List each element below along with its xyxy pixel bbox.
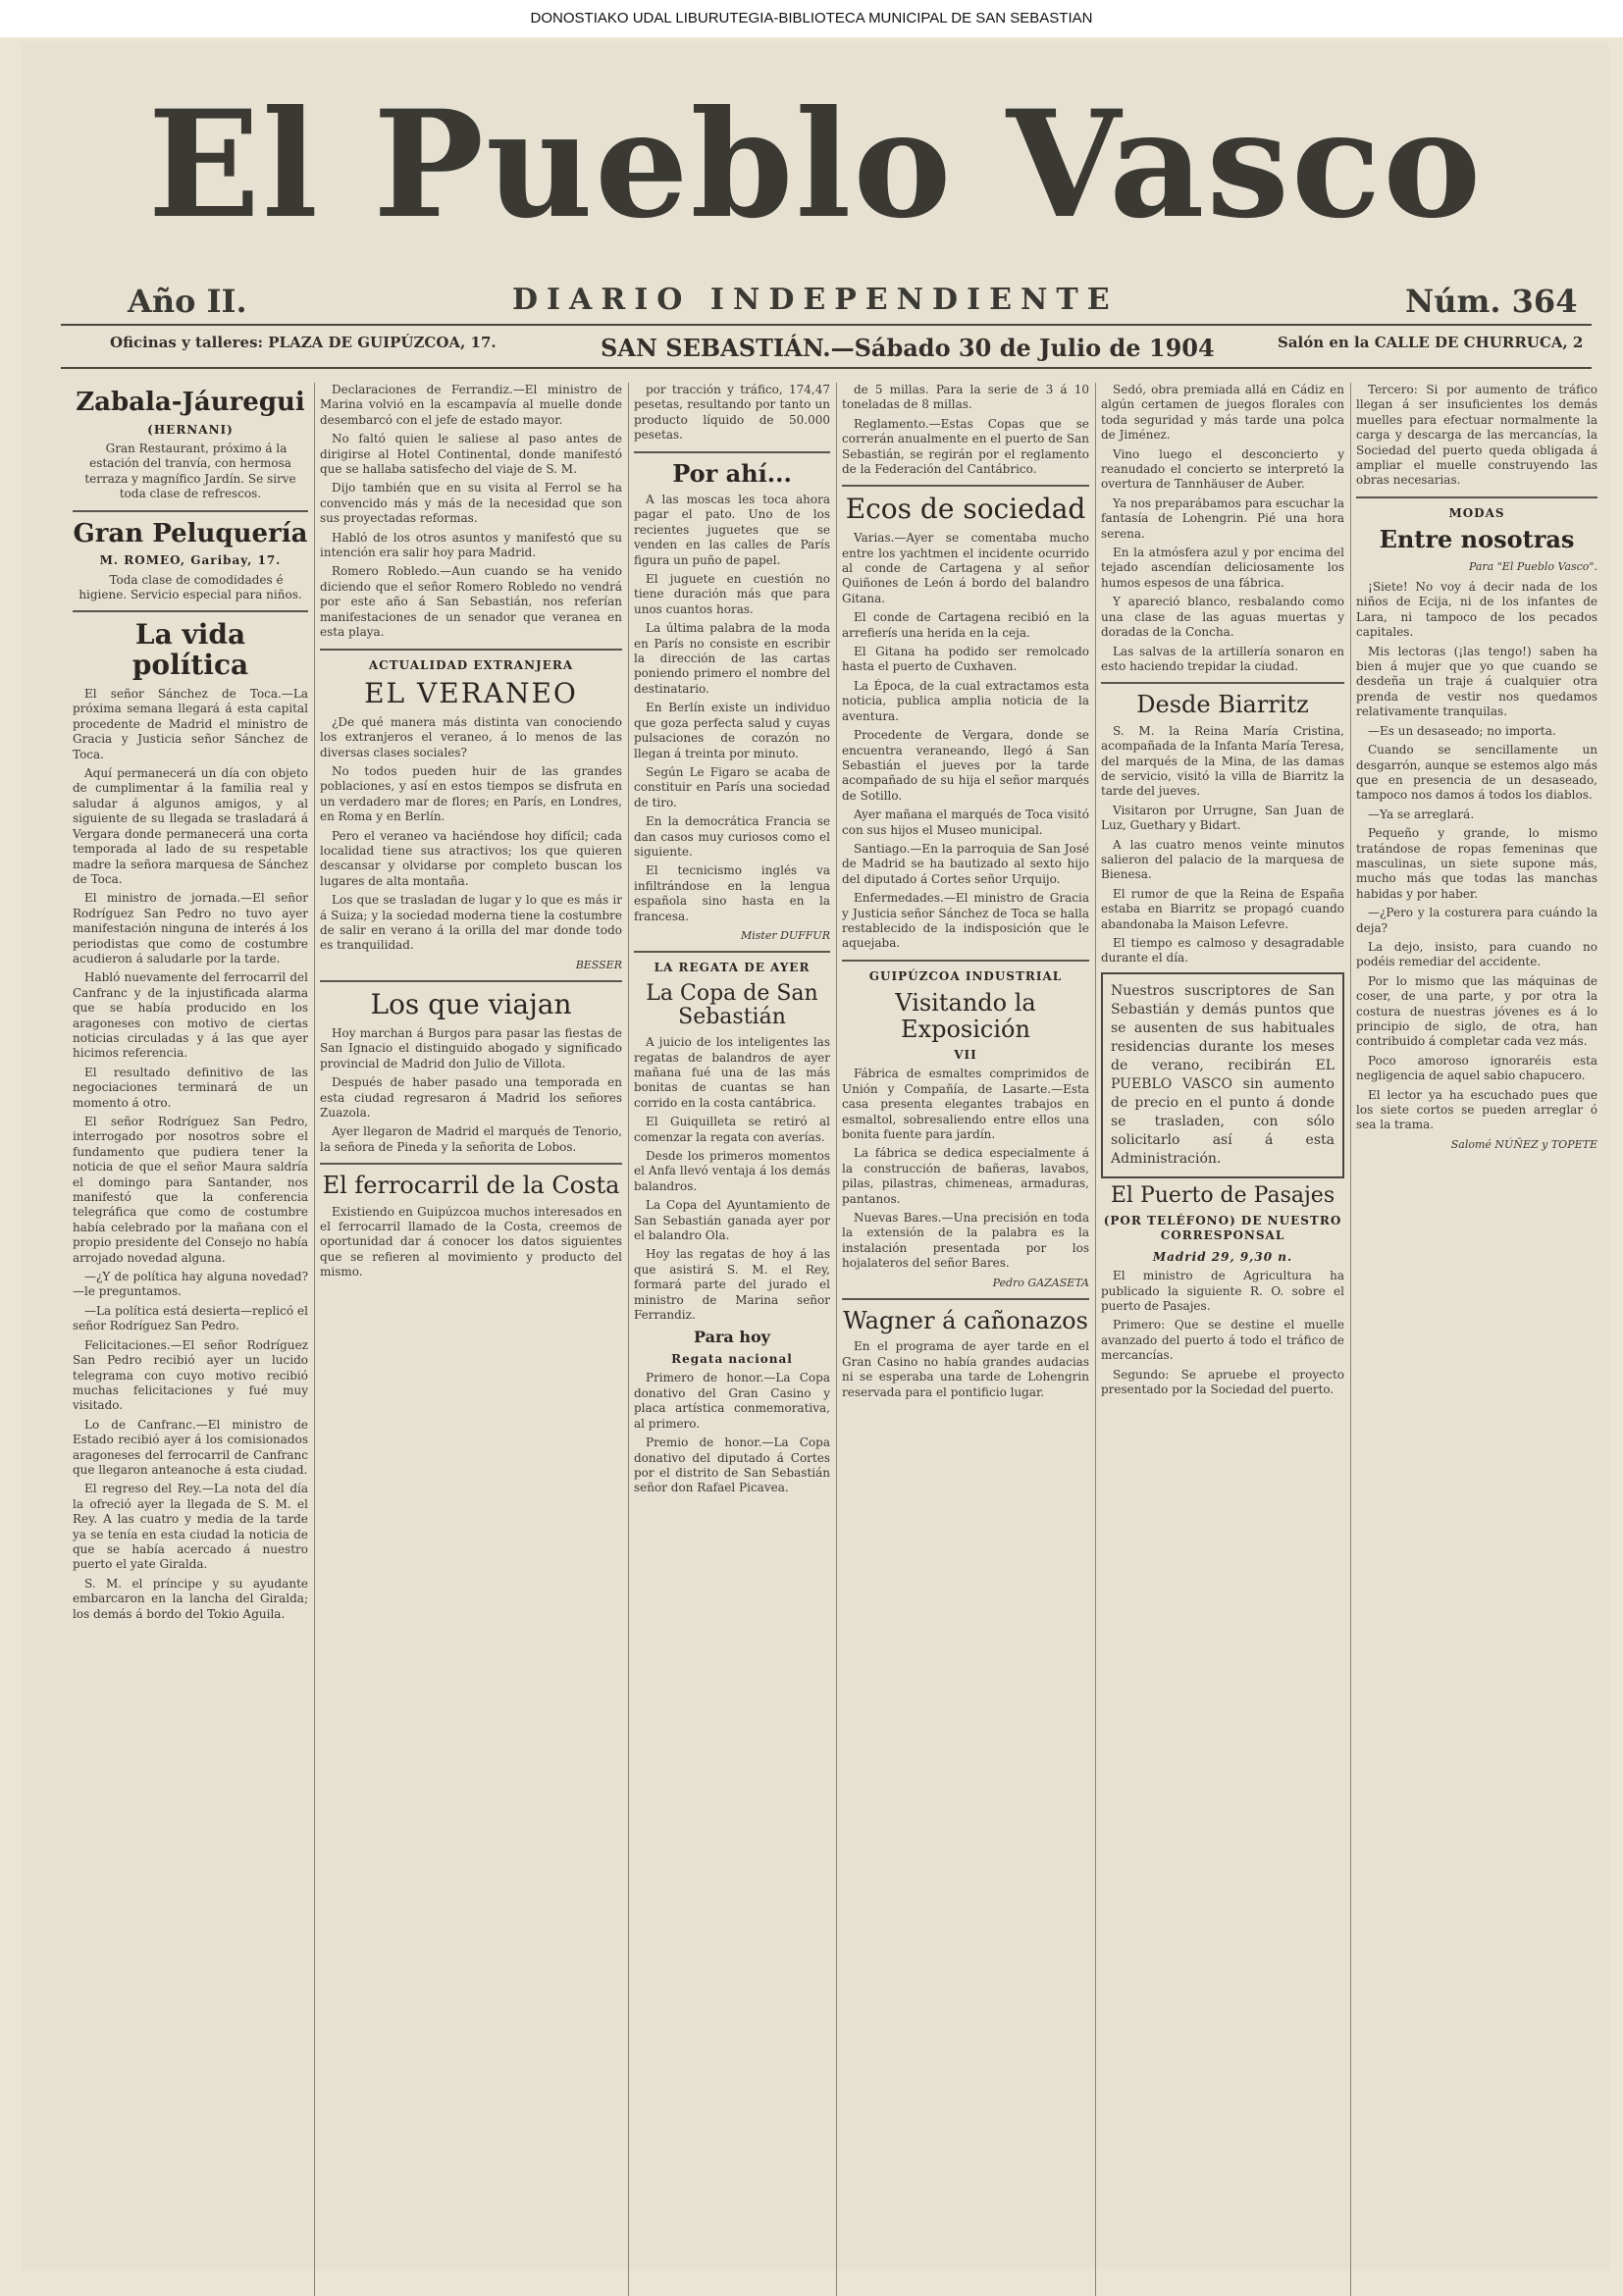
- article-signature: Salomé NÚÑEZ y TOPETE: [1450, 1137, 1597, 1151]
- article-paragraph: Pero el veraneo va haciéndose hoy difícil; cada localidad tiene sus atractivos; los que quieren descansar y olvidarse por completo buscan los lugares de alta montaña.: [320, 828, 622, 888]
- divider: [320, 980, 622, 982]
- column-separator: [1095, 383, 1096, 2296]
- divider: [634, 451, 830, 453]
- article-paragraph: La dejo, insisto, para cuando no podéis remediar del accidente.: [1356, 939, 1597, 969]
- article-paragraph: Santiago.—En la parroquia de San José de Madrid se ha bautizado al sexto hijo del diputado á Cortes señor Urquijo.: [842, 841, 1089, 886]
- article-heading-ecos: Ecos de sociedad: [845, 493, 1086, 526]
- article-paragraph: El conde de Cartagena recibió en la arrefierís una herida en la ceja.: [842, 610, 1089, 640]
- article-heading-pasajes: El Puerto de Pasajes: [1110, 1182, 1335, 1208]
- article-paragraph: Después de haber pasado una temporada en esta ciudad regresaron á Madrid los señores Zuazola.: [320, 1075, 622, 1121]
- article-signature: BESSER: [575, 958, 622, 971]
- article-paragraph: Dijo también que en su visita al Ferrol se ha convencido más y más de la necesidad que son sus proyectadas reformas.: [320, 481, 622, 526]
- divider: [73, 510, 308, 512]
- article-paragraph: Procedente de Vergara, donde se encuentra veraneando, llegó á San Sebastián el jueves por la tarde acompañado de su hija el señor marqués de Sotillo.: [842, 728, 1089, 803]
- article-paragraph: La última palabra de la moda en París no consiste en escribir la dirección de las cartas poniendo primero el nombre del destinatario.: [634, 621, 830, 696]
- article-paragraph: Felicitaciones.—El señor Rodríguez San Pedro recibió ayer un lucido telegrama con cuyo motivo recibió muchas felicitaciones y fué muy visitado.: [73, 1337, 308, 1413]
- article-paragraph: El tecnicismo inglés va infiltrándose en la lengua española sino hasta en la francesa.: [634, 863, 830, 923]
- archive-header-bar: DONOSTIAKO UDAL LIBURUTEGIA-BIBLIOTECA MUNICIPAL DE SAN SEBASTIAN: [0, 0, 1623, 37]
- article-subheading-madrid: Madrid 29, 9,30 n.: [1152, 1249, 1293, 1264]
- divider: [842, 1298, 1089, 1300]
- article-paragraph: Tercero: Si por aumento de tráfico llegan á ser insuficientes los demás muelles para efectuar normalmente la carga y descarga de las mercancías, la Sociedad del puerto queda obligada á ampliar el muelle construyendo las obras necesarias.: [1356, 383, 1597, 488]
- ad-peluqueria: [73, 520, 308, 603]
- divider: [1356, 496, 1597, 498]
- article-paragraph: El ministro de jornada.—El señor Rodríguez San Pedro no tuvo ayer manifestación ninguna de interés á los periodistas que como de costumbre acudieron á saludarle por la tarde.: [73, 891, 308, 965]
- article-paragraph: Desde los primeros momentos el Anfa llevó ventaja á los demás balandros.: [634, 1149, 830, 1193]
- issue-number: Núm. 364: [1405, 283, 1578, 320]
- article-paragraph: Enfermedades.—El ministro de Gracia y Justicia señor Sánchez de Toca se halla restablecido de la indisposición que le aquejaba.: [842, 891, 1089, 951]
- divider: [73, 610, 308, 612]
- issue-year: Año II.: [128, 283, 247, 320]
- article-subheading-part: VII: [954, 1047, 977, 1062]
- section-label-actualidad: ACTUALIDAD EXTRANJERA: [368, 657, 574, 672]
- column-separator: [836, 383, 837, 2296]
- article-paragraph: —¿Pero y la costurera para cuándo la deja?: [1356, 906, 1597, 935]
- article-paragraph: A juicio de los inteligentes las regatas de balandros de ayer mañana fué una de las más bonitas de cuantas se han corrido en la costa cantábrica.: [634, 1035, 830, 1110]
- divider: [320, 649, 622, 651]
- article-paragraph: Primero: Que se destine el muelle avanzado del puerto á todo el tráfico de mercancías.: [1101, 1318, 1344, 1363]
- column-5: [1101, 383, 1344, 2296]
- article-paragraph: ¡Siete! No voy á decir nada de los niños de Ecija, ni de los infantes de Lara, ni tampoco de los pecados capitales.: [1356, 580, 1597, 640]
- article-paragraph: Nuevas Bares.—Una precisión en toda la extensión de la palabra es la instalación presentada por los hojalateros del señor Bares.: [842, 1211, 1089, 1271]
- article-paragraph: El rumor de que la Reina de España estaba en Biarritz se propagó cuando abandonaba la Maison Lefevre.: [1101, 886, 1344, 931]
- section-label-regata: LA REGATA DE AYER: [654, 961, 811, 975]
- article-paragraph: Visitaron por Urrugne, San Juan de Luz, Guethary y Bidart.: [1101, 803, 1344, 833]
- article-paragraph: Primero de honor.—La Copa donativo del Gran Casino y placa artística conmemorativa, al primero.: [634, 1371, 830, 1431]
- article-paragraph: A las cuatro menos veinte minutos salieron del palacio de la marquesa de Bienesa.: [1101, 837, 1344, 882]
- article-paragraph: No faltó quien le saliese al paso antes de dirigirse al Hotel Continental, donde manifestó que se hallaba satisfecho del viaje de S. M.: [320, 432, 622, 477]
- article-paragraph: El tiempo es calmoso y desagradable durante el día.: [1101, 935, 1344, 965]
- article-paragraph: El ministro de Agricultura ha publicado la siguiente R. O. sobre el puerto de Pasajes.: [1101, 1269, 1344, 1314]
- article-paragraph: S. M. el príncipe y su ayudante embarcaron en la lancha del Giralda; los demás á bordo del Tokio Aguila.: [73, 1576, 308, 1621]
- masthead-rule-top: [61, 324, 1592, 326]
- article-paragraph: El señor Rodríguez San Pedro, interrogado por nosotros sobre el fundamento que pudiera tener la noticia de que el señor Maura saldría el domingo para Santander, nos manifestó que la conferencia telegráfica que como de costumbre había celebrado por la mañana con el propio presidente del Consejo no había arrojado novedad alguna.: [73, 1115, 308, 1265]
- article-paragraph: En la democrática Francia se dan casos muy curiosos como el siguiente.: [634, 814, 830, 859]
- article-paragraph: A las moscas les toca ahora pagar el pato. Uno de los recientes juguetes que se venden en las calles de París figura un puño de papel.: [634, 493, 830, 567]
- article-paragraph: Existiendo en Guipúzcoa muchos interesados en el ferrocarril llamado de la Costa, creemos de oportunidad dar á conocer los datos siguientes que se refieren al movimiento y producto del mismo.: [320, 1204, 622, 1279]
- article-heading-ferrocarril: El ferrocarril de la Costa: [322, 1172, 620, 1200]
- article-paragraph: Fábrica de esmaltes comprimidos de Unión y Compañía, de Lasarte.—Esta casa presenta elegantes trabajos en esmaltol, sobresaliendo entre ellos una bonita fuente para jardín.: [842, 1067, 1089, 1142]
- ad-zabala-subtitle: (HERNANI): [147, 422, 234, 437]
- subscriber-notice-box: Nuestros suscriptores de San Sebastián y demás puntos que se ausenten de sus habituales residencias durante los meses de verano, recibirán EL PUEBLO VASCO sin aumento de precio en el punto á donde se trasladen, con sólo solicitarlo así á esta Administración.: [1101, 972, 1344, 1178]
- ad-zabala: [73, 389, 308, 502]
- article-heading-entre-nosotras: Entre nosotras: [1379, 525, 1575, 554]
- article-heading-copa: La Copa de San Sebastián: [646, 980, 818, 1029]
- article-byline: Para "El Pueblo Vasco".: [1468, 559, 1597, 573]
- article-paragraph: Mis lectoras (¡las tengo!) saben ha bien á mujer que yo que cuando se desdeña un traje á cualquier otra prenda de vestir nos quedamos relativamente tranquilas.: [1356, 644, 1597, 719]
- article-paragraph: Por lo mismo que las máquinas de coser, de una parte, y por otra la costura de nuestras jóvenes es á lo principio de siglo, de otra, han contribuido á completar cada vez más.: [1356, 973, 1597, 1049]
- article-paragraph: por tracción y tráfico, 174,47 pesetas, resultando por tanto un producto líquido de 50.000 pesetas.: [634, 383, 830, 443]
- article-paragraph: Reglamento.—Estas Copas que se correrán anualmente en el puerto de San Sebastián, se regirán por el reglamento de la Federación del Cantábrico.: [842, 416, 1089, 477]
- ad-peluqueria-text: Toda clase de comodidades é higiene. Servicio especial para niños.: [79, 572, 302, 602]
- article-paragraph: Ayer mañana el marqués de Toca visitó con sus hijos el Museo municipal.: [842, 808, 1089, 837]
- article-subheading-telefono: (POR TELÉFONO) DE NUESTRO CORRESPONSAL: [1103, 1213, 1342, 1243]
- article-paragraph: Lo de Canfranc.—El ministro de Estado recibió ayer á los comisionados aragoneses del ferrocarril de Canfranc que llegaron anteanoche á esta ciudad.: [73, 1417, 308, 1477]
- office-address-right: Salón en la CALLE DE CHURRUCA, 2: [1278, 334, 1584, 351]
- article-paragraph: Romero Robledo.—Aun cuando se ha venido diciendo que el señor Romero Robledo no vendrá por este año á San Sebastián, nos referían manifestaciones de un senador que veranea en esta playa.: [320, 564, 622, 640]
- masthead-rule-bottom: [61, 367, 1592, 369]
- article-heading-exposicion: Visitando la Exposición: [895, 989, 1036, 1043]
- divider: [1101, 682, 1344, 684]
- article-heading-biarritz: Desde Biarritz: [1136, 691, 1309, 719]
- section-label-guipuzcoa: GUIPÚZCOA INDUSTRIAL: [868, 968, 1063, 983]
- divider: [842, 960, 1089, 962]
- article-paragraph: Premio de honor.—La Copa donativo del diputado á Cortes por el distrito de San Sebastián señor don Rafael Picavea.: [634, 1435, 830, 1495]
- article-paragraph: —La política está desierta—replicó el señor Rodríguez San Pedro.: [73, 1303, 308, 1333]
- newspaper-subtitle: DIARIO INDEPENDIENTE: [512, 283, 1119, 317]
- column-1: [73, 383, 308, 2296]
- section-label-modas: MODAS: [1448, 505, 1505, 520]
- article-paragraph: —Es un desaseado; no importa.: [1368, 723, 1556, 738]
- article-paragraph: En la atmósfera azul y por encima del tejado ascendían deliciosamente los humos espesos de una fábrica.: [1101, 546, 1344, 590]
- article-paragraph: El señor Sánchez de Toca.—La próxima semana llegará á esta capital procedente de Madrid el ministro de Gracia y Justicia señor Sánchez de Toca.: [73, 687, 308, 761]
- article-paragraph: Habló de los otros asuntos y manifestó que su intención era salir hoy para Madrid.: [320, 530, 622, 560]
- article-heading-por-ahi: Por ahí...: [672, 458, 792, 488]
- column-3: [634, 383, 830, 2296]
- article-paragraph: Poco amoroso ignoraréis esta negligencia de aquel sabio chapucero.: [1356, 1053, 1597, 1083]
- newspaper-title: El Pueblo Vasco: [147, 78, 1484, 251]
- column-separator: [314, 383, 315, 2296]
- article-heading-para-hoy: Para hoy: [694, 1328, 770, 1347]
- newspaper-page: [22, 43, 1609, 2270]
- article-paragraph: El resultado definitivo de las negociaciones terminará de un momento á otro.: [73, 1065, 308, 1110]
- article-paragraph: El regreso del Rey.—La nota del día la ofreció ayer la llegada de S. M. el Rey. A las cuatro y media de la tarde ya se tenía en esta ciudad la noticia de que se había acercado á nuestro puerto el yate Giralda.: [73, 1482, 308, 1572]
- article-paragraph: Ayer llegaron de Madrid el marqués de Tenorio, la señora de Pineda y la señorita de Lobos.: [320, 1124, 622, 1154]
- article-paragraph: En Berlín existe un individuo que goza perfecta salud y cuyas pulsaciones de corazón no llegan á treinta por minuto.: [634, 701, 830, 760]
- ad-zabala-text: Gran Restaurant, próximo á la estación del tranvía, con hermosa terraza y magnífico Jardín. Se sirve toda clase de refrescos.: [84, 442, 296, 501]
- article-subheading-regata-nacional: Regata nacional: [671, 1352, 793, 1367]
- column-separator: [1350, 383, 1351, 2296]
- article-paragraph: El Gitana ha podido ser remolcado hasta el puerto de Cuxhaven.: [842, 645, 1089, 674]
- article-paragraph: Los que se trasladan de lugar y lo que es más ir á Suiza; y la sociedad moderna tiene la costumbre de salir en verano á la orilla del mar donde todo es tranquilidad.: [320, 893, 622, 953]
- article-paragraph: Según Le Figaro se acaba de constituir en París una sociedad de tiro.: [634, 764, 830, 809]
- article-paragraph: La Época, de la cual extractamos esta noticia, publica amplia noticia de la aventura.: [842, 678, 1089, 723]
- article-heading-viajan: Los que viajan: [370, 988, 572, 1021]
- divider: [320, 1163, 622, 1165]
- article-paragraph: Habló nuevamente del ferrocarril del Canfranc y de la injustificada alarma que se había producido en los aragoneses con motivo de ciertas noticias circuladas y á las que ayer hicimos referencia.: [73, 970, 308, 1061]
- divider: [634, 951, 830, 953]
- article-paragraph: Hoy las regatas de hoy á las que asistirá S. M. el Rey, formará parte del jurado el ministro de Marina señor Ferrandiz.: [634, 1247, 830, 1323]
- article-paragraph: Varias.—Ayer se comentaba mucho entre los yachtmen el incidente ocurrido al conde de Cartagena y al señor Quiñones de León á bordo del balandro Gitana.: [842, 531, 1089, 605]
- article-paragraph: Pequeño y grande, lo mismo tratándose de ropas femeninas que masculinas, un siete supone más, mucho más que todas las manchas habidas y por haber.: [1356, 826, 1597, 901]
- article-paragraph: En el programa de ayer tarde en el Gran Casino no había grandes audacias ni se esperaba una tarde de Lohengrin reservada para el pontificio lugar.: [842, 1339, 1089, 1399]
- column-4: [842, 383, 1089, 2296]
- ad-peluqueria-title: Gran Peluquería: [73, 518, 308, 548]
- section-heading-vida-politica: La vida política: [131, 618, 249, 682]
- article-paragraph: —¿Y de política hay alguna novedad?—le preguntamos.: [73, 1270, 308, 1299]
- article-paragraph: de 5 millas. Para la serie de 3 á 10 toneladas de 8 millas.: [842, 383, 1089, 412]
- article-paragraph: Segundo: Se apruebe el proyecto presentado por la Sociedad del puerto.: [1101, 1367, 1344, 1397]
- article-signature: Mister DUFFUR: [740, 928, 830, 942]
- article-paragraph: La fábrica se dedica especialmente á la construcción de bañeras, lavabos, pilas, pilastras, chimeneas, armaduras, pantanos.: [842, 1146, 1089, 1206]
- article-paragraph: S. M. la Reina María Cristina, acompañada de la Infanta María Teresa, del marqués de la Mina, de las damas de servicio, visitó la villa de Biarritz la tarde del jueves.: [1101, 723, 1344, 799]
- article-heading-wagner: Wagner á cañonazos: [843, 1307, 1088, 1335]
- article-paragraph: El lector ya ha escuchado pues que los siete cortos se pueden arreglar ó sea la trama.: [1356, 1087, 1597, 1132]
- article-signature: Pedro GAZASETA: [992, 1276, 1089, 1289]
- column-6: [1356, 383, 1597, 2296]
- article-paragraph: Hoy marchan á Burgos para pasar las fiestas de San Ignacio el distinguido abogado y significado provincial de Madrid don Julio de Villota.: [320, 1026, 622, 1070]
- dateline: SAN SEBASTIÁN.—Sábado 30 de Julio de 1904: [601, 334, 1215, 362]
- article-paragraph: Sedó, obra premiada allá en Cádiz en algún certamen de juegos florales con toda seguridad y más tarde una polca de Jiménez.: [1101, 383, 1344, 443]
- ad-zabala-title: Zabala-Jáuregui: [76, 388, 305, 417]
- column-2: [320, 383, 622, 2296]
- article-paragraph: No todos pueden huir de las grandes poblaciones, y así en estos tiempos se disfruta en un verdadero mar de flores; en París, en Londres, en Roma y en Berlín.: [320, 763, 622, 824]
- article-paragraph: Aquí permanecerá un día con objeto de cumplimentar á la familia real y saludar á algunos amigos, y al siguiente de su llegada se trasladará á Vergara donde permanecerá una corta temporada al lado de su respetable madre la señora marquesa de Sánchez de Toca.: [73, 766, 308, 886]
- article-paragraph: El Guiquilleta se retiró al comenzar la regata con averías.: [634, 1115, 830, 1144]
- article-paragraph: —Ya se arreglará.: [1368, 807, 1475, 821]
- article-paragraph: Cuando se sencillamente un desgarrón, aunque se estemos algo más que en presencia de un desaseado, tampoco nos damos á todos los diablos.: [1356, 743, 1597, 803]
- article-paragraph: La Copa del Ayuntamiento de San Sebastián ganada ayer por el balandro Ola.: [634, 1198, 830, 1243]
- office-address: Oficinas y talleres: PLAZA DE GUIPÚZCOA, 17.: [110, 334, 497, 351]
- article-paragraph: ¿De qué manera más distinta van conociendo los extranjeros el veraneo, á lo menos de las diversas clases sociales?: [320, 714, 622, 759]
- article-paragraph: Las salvas de la artillería sonaron en esto haciendo trepidar la ciudad.: [1101, 644, 1344, 673]
- article-paragraph: El juguete en cuestión no tiene duración más que para unos cuantos horas.: [634, 572, 830, 616]
- column-separator: [628, 383, 629, 2296]
- divider: [842, 485, 1089, 487]
- article-paragraph: Ya nos preparábamos para escuchar la fantasía de Lohengrin. Pié una hora serena.: [1101, 496, 1344, 541]
- article-paragraph: Declaraciones de Ferrandiz.—El ministro de Marina volvió en la escampavía al muelle donde desembarcó con el jefe de estado mayor.: [320, 383, 622, 427]
- ad-peluqueria-subtitle: M. ROMEO, Garibay, 17.: [99, 553, 282, 568]
- article-paragraph: Vino luego el desconcierto y reanudado el concierto se interpretó la overtura de Tannhäuser de Auber.: [1101, 446, 1344, 492]
- article-paragraph: Y apareció blanco, resbalando como una clase de las aguas muertas y doradas de la Concha.: [1101, 595, 1344, 640]
- article-heading-veraneo: EL VERANEO: [364, 676, 578, 709]
